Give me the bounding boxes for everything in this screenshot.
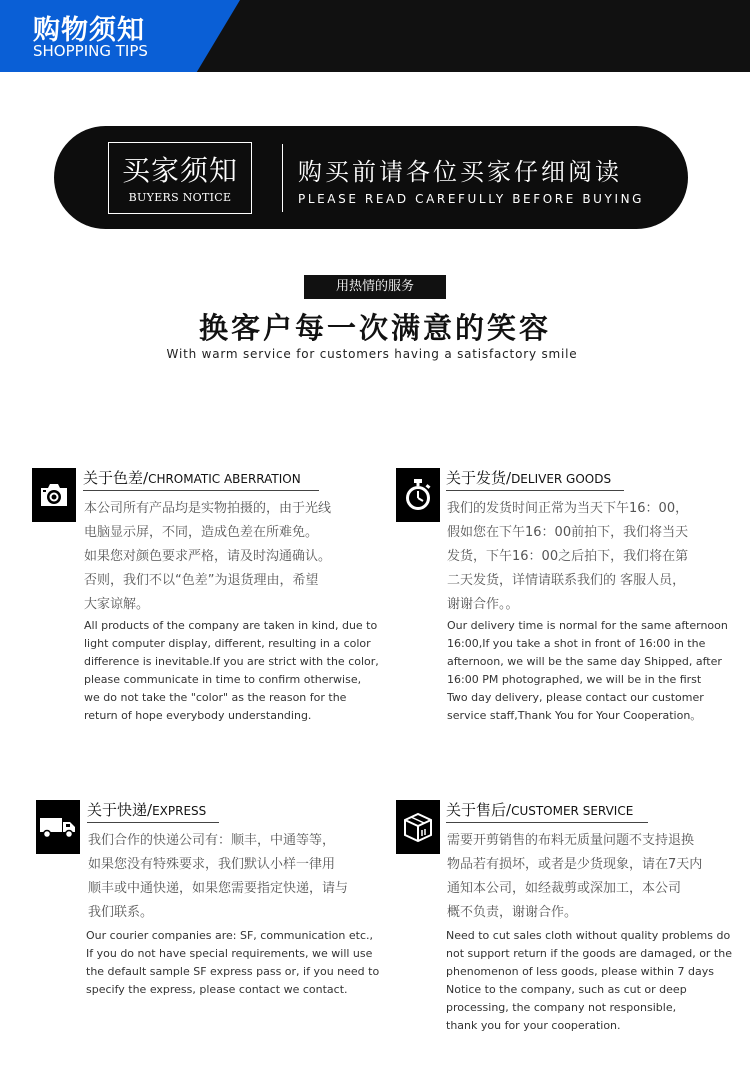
body-line: Notice to the company, such as cut or deep bbox=[446, 983, 687, 996]
section-title-express-cn: 关于快递/ bbox=[87, 801, 153, 819]
body-line: we do not take the "color" as the reason for the bbox=[84, 691, 347, 704]
body-line: Need to cut sales cloth without quality problems do bbox=[446, 929, 731, 942]
header-bar bbox=[0, 0, 750, 72]
body-line: 谢谢合作。。 bbox=[447, 597, 519, 612]
body-line: Our courier companies are: SF, communication etc., bbox=[86, 929, 373, 942]
section-title-color-en: CHROMATIC ABERRATION bbox=[148, 472, 301, 486]
section-title-express bbox=[87, 799, 206, 820]
section-title-delivery-cn: 关于发货/ bbox=[446, 469, 512, 487]
section-underline bbox=[446, 490, 624, 491]
body-line: afternoon, we will be the same day Shipped, after bbox=[447, 655, 722, 668]
section-delivery-en-body bbox=[447, 617, 728, 725]
body-line: thank you for your cooperation. bbox=[446, 1019, 621, 1032]
body-line: phenomenon of less goods, please within 7 days bbox=[446, 965, 714, 978]
body-line: 我们合作的快递公司有：顺丰，中通等等， bbox=[88, 833, 336, 848]
body-line: service staff,Thank You for Your Cooperation。 bbox=[447, 709, 702, 722]
section-express-cn-body bbox=[88, 829, 348, 925]
body-line: Two day delivery, please contact our customer bbox=[447, 691, 704, 704]
section-color-en-body bbox=[84, 617, 379, 725]
body-line: the default sample SF express pass or, if you need to bbox=[86, 965, 380, 978]
section-color-cn-body bbox=[84, 497, 331, 617]
section-aftersale-cn-body bbox=[447, 829, 702, 925]
banner-headline-en: PLEASE READ CAREFULLY BEFORE BUYING bbox=[298, 192, 645, 206]
body-line: 如果您没有特殊要求，我们默认小样一律用 bbox=[88, 857, 336, 872]
body-line: All products of the company are taken in kind, due to bbox=[84, 619, 378, 632]
section-underline bbox=[87, 822, 219, 823]
body-line: Our delivery time is normal for the same afternoon bbox=[447, 619, 728, 632]
truck-icon bbox=[36, 800, 80, 854]
page-subtitle: SHOPPING TIPS bbox=[33, 42, 148, 60]
section-title-aftersale-en: CUSTOMER SERVICE bbox=[511, 804, 634, 818]
body-line: 物品若有损坏，或者是少货现象，请在7天内 bbox=[447, 857, 703, 872]
section-title-aftersale bbox=[446, 799, 633, 820]
section-underline bbox=[446, 822, 648, 823]
stopwatch-icon bbox=[396, 468, 440, 522]
body-line: processing, the company not responsible, bbox=[446, 1001, 677, 1014]
body-line: 我们联系。 bbox=[88, 905, 154, 920]
body-line: 本公司所有产品均是实物拍摄的，由于光线 bbox=[84, 501, 332, 516]
section-aftersale-en-body bbox=[446, 927, 732, 1035]
banner-divider bbox=[282, 144, 283, 212]
section-title-color-cn: 关于色差/ bbox=[83, 469, 149, 487]
body-line: 二天发货，详情请联系我们的 客服人员， bbox=[447, 573, 686, 588]
page-title: 购物须知 bbox=[33, 15, 145, 46]
body-line: return of hope everybody understanding. bbox=[84, 709, 312, 722]
body-line: 顺丰或中通快递，如果您需要指定快递，请与 bbox=[88, 881, 349, 896]
body-line: 否则，我们不以“色差”为退货理由，希望 bbox=[84, 573, 319, 588]
body-line: 电脑显示屏，不同，造成色差在所难免。 bbox=[84, 525, 319, 540]
section-title-delivery bbox=[446, 467, 611, 488]
body-line: 大家谅解。 bbox=[84, 597, 150, 612]
body-line: 如果您对颜色要求严格，请及时沟通确认。 bbox=[84, 549, 332, 564]
body-line: 需要开剪销售的布料无质量问题不支持退换 bbox=[447, 833, 695, 848]
service-headline: 换客户每一次满意的笑容 bbox=[198, 311, 551, 345]
body-line: 16:00 PM photographed, we will be in the first bbox=[447, 673, 702, 686]
service-subline: With warm service for customers having a satisfactory smile bbox=[166, 347, 578, 361]
body-line: 我们的发货时间正常为当天下午16：00， bbox=[447, 501, 689, 516]
body-line: not support return if the goods are damaged, or the bbox=[446, 947, 732, 960]
service-tag: 用热情的服务 bbox=[304, 275, 446, 299]
body-line: 假如您在下午16：00前拍下，我们将当天 bbox=[447, 525, 689, 540]
body-line: please communicate in time to confirm otherwise, bbox=[84, 673, 362, 686]
body-line: 通知本公司，如经裁剪或深加工，本公司 bbox=[447, 881, 682, 896]
body-line: 16:00,If you take a shot in front of 16:00 in the bbox=[447, 637, 706, 650]
body-line: light computer display, different, resulting in a color bbox=[84, 637, 371, 650]
body-line: 发货，下午16：00之后拍下，我们将在第 bbox=[447, 549, 689, 564]
camera-icon bbox=[32, 468, 76, 522]
banner-headline-cn: 购买前请各位买家仔细阅读 bbox=[298, 158, 622, 186]
body-line: 概不负责，谢谢合作。 bbox=[447, 905, 578, 920]
buyers-notice-box bbox=[108, 142, 252, 214]
section-title-express-en: EXPRESS bbox=[152, 804, 207, 818]
buyers-notice-banner bbox=[54, 126, 688, 229]
section-underline bbox=[83, 490, 319, 491]
body-line: difference is inevitable.If you are strict with the color, bbox=[84, 655, 379, 668]
box-icon bbox=[396, 800, 440, 854]
body-line: specify the express, please contact we contact. bbox=[86, 983, 348, 996]
section-title-delivery-en: DELIVER GOODS bbox=[511, 472, 612, 486]
body-line: If you do not have special requirements, we will use bbox=[86, 947, 373, 960]
section-title-color bbox=[83, 467, 301, 488]
buyers-notice-cn: 买家须知 bbox=[121, 154, 238, 187]
buyers-notice-en: BUYERS NOTICE bbox=[128, 191, 232, 204]
section-title-aftersale-cn: 关于售后/ bbox=[446, 801, 512, 819]
section-express-en-body bbox=[86, 927, 379, 999]
section-delivery-cn-body bbox=[447, 497, 688, 617]
